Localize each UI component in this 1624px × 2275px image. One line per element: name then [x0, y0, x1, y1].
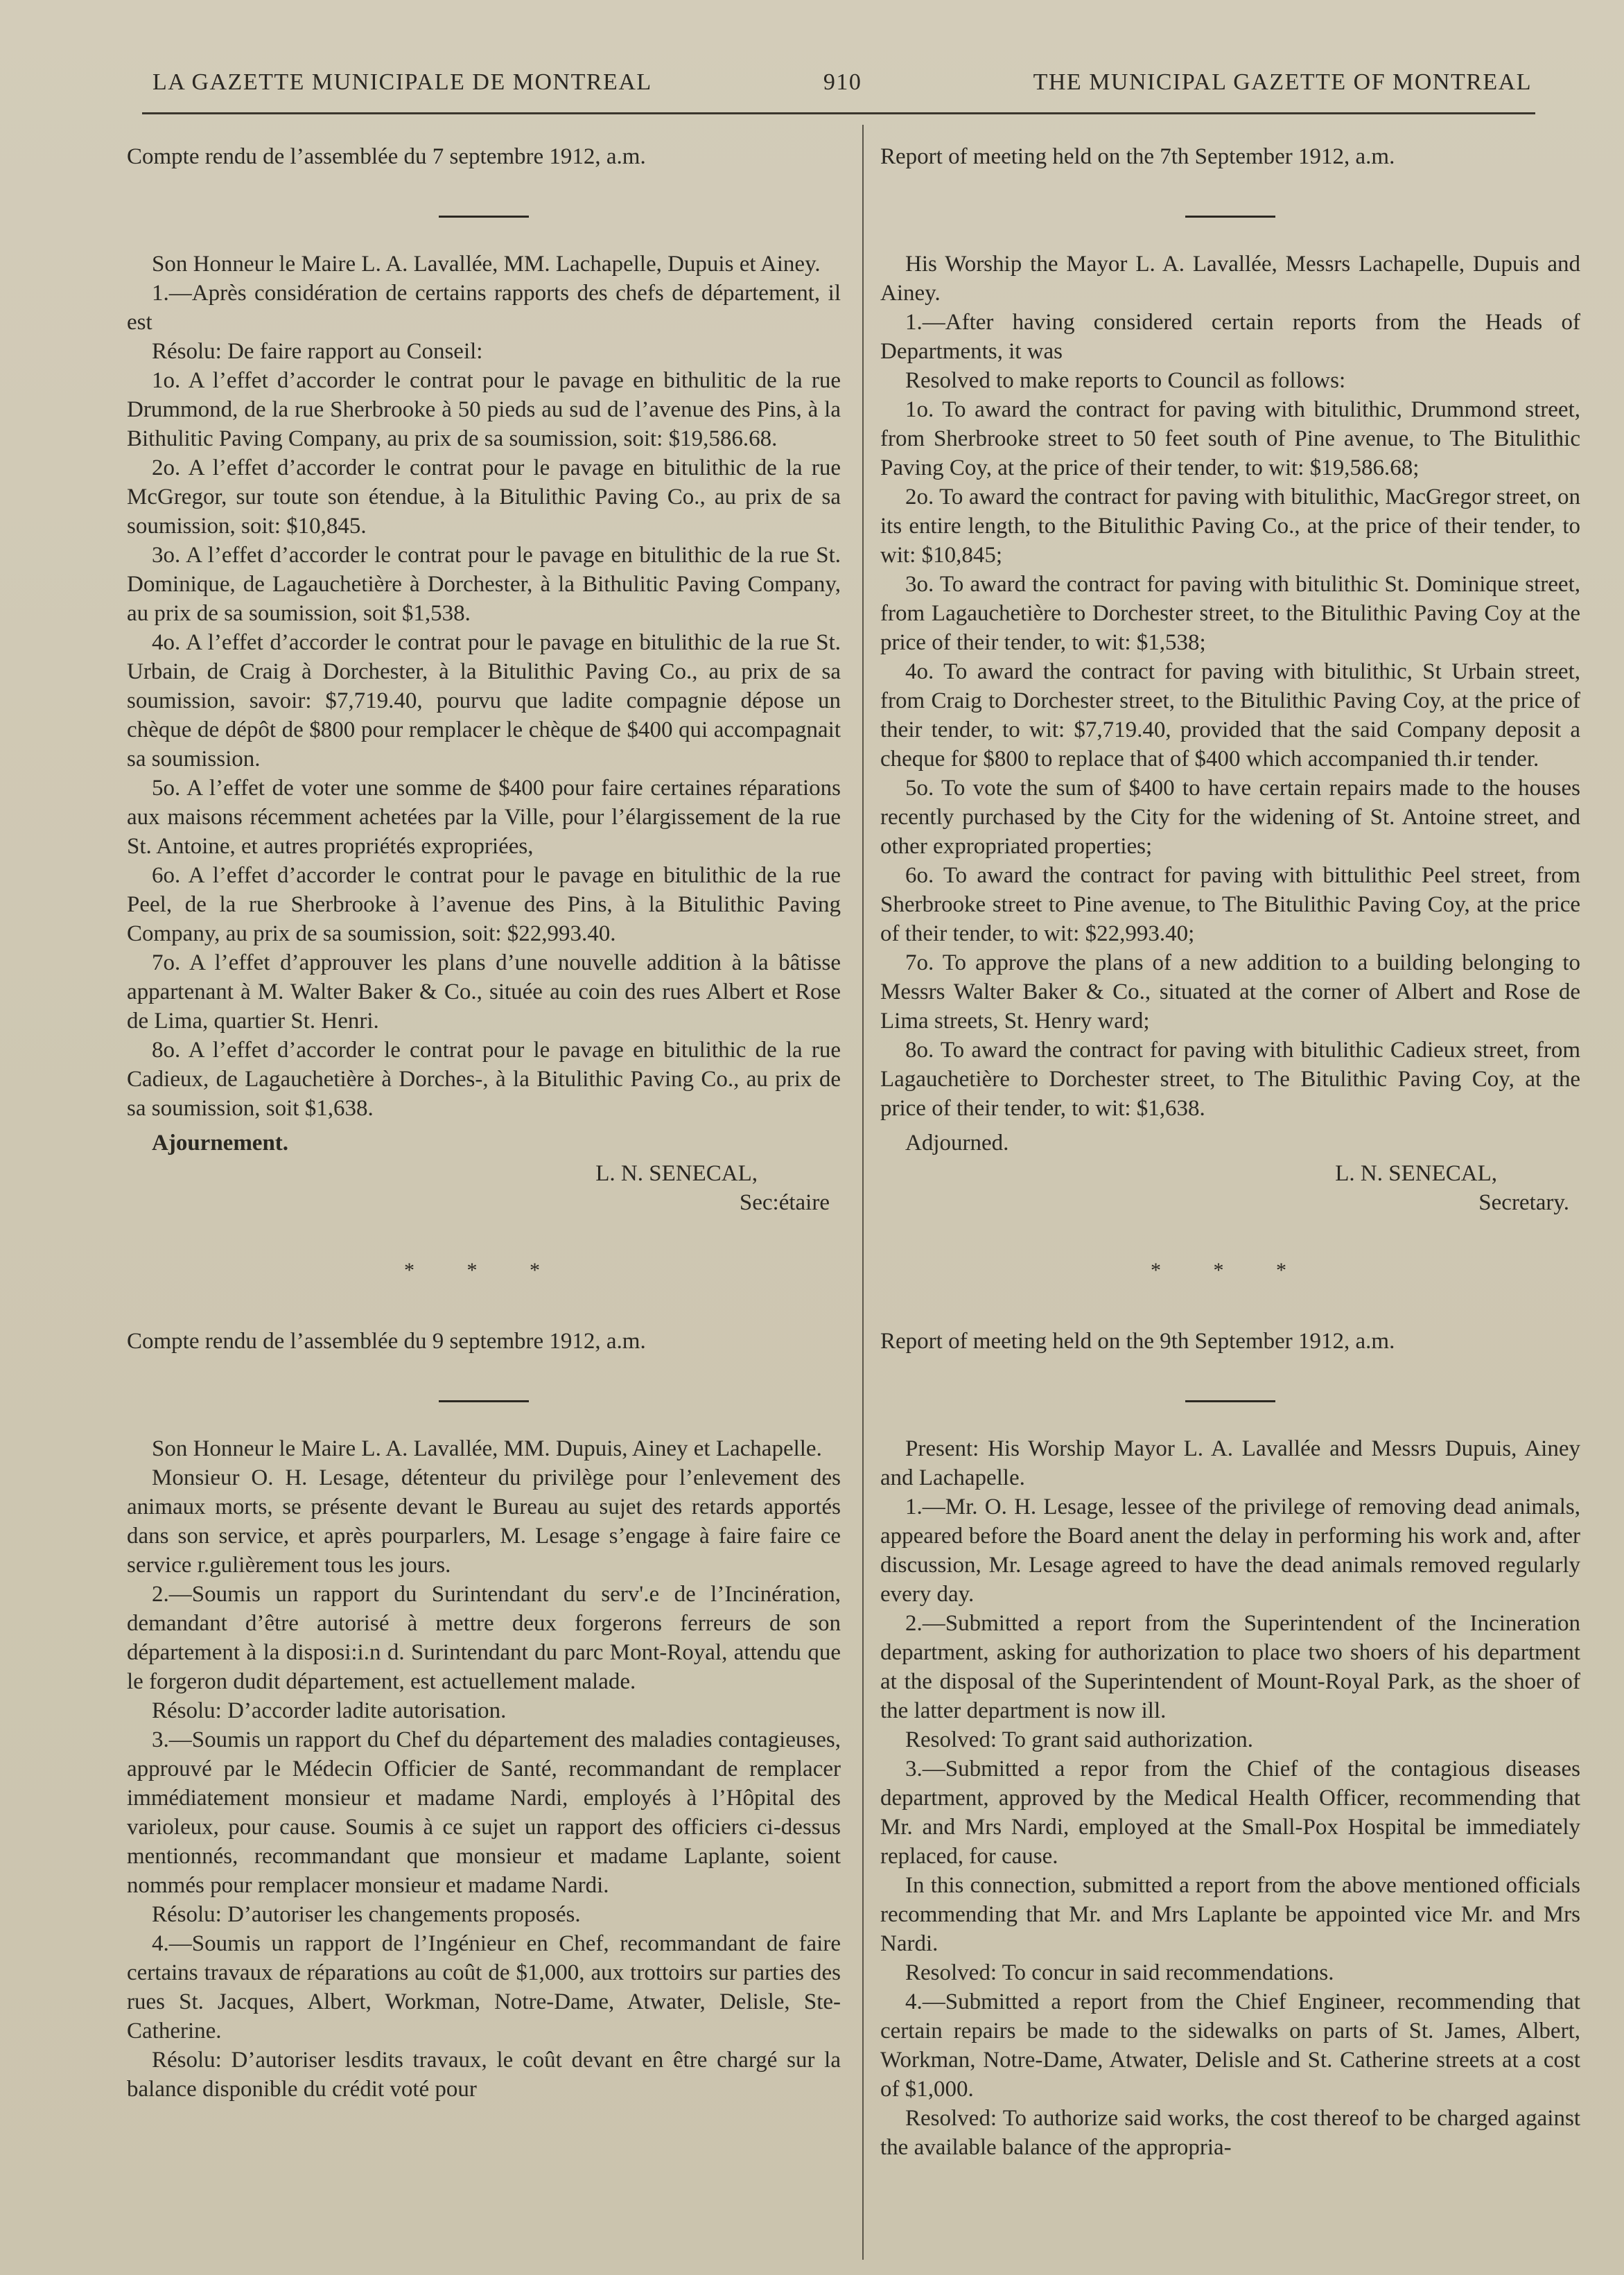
- resolution-2: 2o. A l’effet d’accorder le contrat pour le pavage en bitulithic de la rue McGregor, sur toute son étendue, à la Bitulithic Paving Co., au prix de sa soumission, soit: $10,845.: [127, 455, 841, 539]
- adjournment: Ajournement.: [152, 1131, 289, 1156]
- meeting-title-9-sept: Compte rendu de l’assemblée du 9 septembre 1912, a.m.: [127, 1329, 646, 1354]
- meeting-title-7-sept: Report of meeting held on the 7th September 1912, a.m.: [880, 144, 1395, 169]
- item-3-followup: In this connection, submitted a report from the above mentioned officials recommending that Mr. and Mrs Laplante be appointed vice Mr. and Mrs Nardi.: [880, 1873, 1580, 1956]
- item-2: 2.—Submitted a report from the Superintendent of the Incineration department, asking for authorization to place two shoers of his department at the disposal of the Superintendent of Mount-Royal Park, as the shoer of the latter department is now ill.: [880, 1611, 1580, 1723]
- english-column: [880, 142, 1580, 2162]
- resolution-5: 5o. To vote the sum of $400 to have certain repairs made to the houses recently purchased by the City for the widening of St. Antoine street, and other expropriated properties;: [880, 776, 1580, 859]
- item-2: 2.—Soumis un rapport du Surintendant du serv'.e de l’Incinération, demandant d’être autorisé à mettre deux forgerons ferreurs de son département à la disposi:i.n d. Surintendant du parc Mont-Royal, attendu que le forgeron dudit département, est actuellement malade.: [127, 1582, 841, 1694]
- header-rule: [142, 112, 1535, 114]
- page-number: 910: [823, 69, 862, 95]
- header-french-title: LA GAZETTE MUNICIPALE DE MONTREAL: [152, 69, 652, 95]
- item-4: 4.—Soumis un rapport de l’Ingénieur en Chef, recommandant de faire certains travaux de réparations au coût de $1,000, aux trottoirs sur parties des rues St. Jacques, Albert, Workman, Notre-Dame, Atwater, Delisle, Ste-Catherine.: [127, 1931, 841, 2043]
- resolution-7: 7o. To approve the plans of a new addition to a building belonging to Messrs Walter Baker & Co., situated at the corner of Albert and Rose de Lima streets, St. Henry ward;: [880, 950, 1580, 1034]
- item-1: 1.—After having considered certain reports from the Heads of Departments, it was: [880, 310, 1580, 364]
- item-3: 3.—Submitted a repor from the Chief of the contagious diseases department, approved by the Medical Health Officer, recommending that Mr. and Mrs Nardi, employed at the Small-Pox Hospital be immediately replaced, for cause.: [880, 1757, 1580, 1869]
- section-rule: [439, 216, 529, 218]
- resolution-8: 8o. A l’effet d’accorder le contrat pour le pavage en bitulithic de la rue Cadieux, de Lagauchetière à Dorches-, à la Bitulithic Paving Co., au prix de sa soumission, soit $1,638.: [127, 1038, 841, 1121]
- meeting-title-7-sept: Compte rendu de l’assemblée du 7 septembre 1912, a.m.: [127, 144, 646, 169]
- item-1: 1.—Mr. O. H. Lesage, lessee of the privilege of removing dead animals, appeared before the Board anent the delay in performing his work and, after discussion, Mr. Lesage agreed to have the dead animals removed regularly every day.: [880, 1494, 1580, 1607]
- resolution-5: 5o. A l’effet de voter une somme de $400 pour faire certaines réparations aux maisons récemment achetées par la Ville, pour l’élargissement de la rue St. Antoine, et autres propriétés expropriées,: [127, 776, 841, 859]
- resolution-3: 3o. To award the contract for paving with bitulithic St. Dominique street, from Lagauchetière to Dorchester street, to the Bitulithic Paving Coy at the price of their tender, to wit: $1,538;: [880, 572, 1580, 655]
- french-column: [127, 142, 841, 2104]
- meeting-title-9-sept: Report of meeting held on the 9th September 1912, a.m.: [880, 1329, 1395, 1354]
- resolution-6: 6o. A l’effet d’accorder le contrat pour le pavage en bitulithic de la rue Peel, de la rue Sherbrooke à l’avenue des Pins, à la Bitulithic Paving Company, au prix de sa soumission, soit: $22,993.40.: [127, 863, 841, 946]
- resolution-7: 7o. A l’effet d’approuver les plans d’une nouvelle addition à la bâtisse appartenant à M. Walter Baker & Co., située au coin des rues Albert et Rose de Lima, quartier St. Henri.: [127, 950, 841, 1034]
- resolution-3: 3o. A l’effet d’accorder le contrat pour le pavage en bitulithic de la rue St. Dominique, de Lagauchetière à Dorchester, à la Bithulitic Paving Company, au prix de sa soumission, soit $1,538.: [127, 543, 841, 626]
- resolution-4: 4o. To award the contract for paving with bitulithic, St Urbain street, from Craig to Dorchester street, to the Bitulithic Paving Coy, at the price of their tender, to wit: $7,719.40, provided that the said Company deposit a cheque for $800 to replace that of $400 which accompanied th.ir tender.: [880, 659, 1580, 772]
- resolution-2: 2o. To award the contract for paving with bitulithic, MacGregor street, on its entire length, to the Bitulithic Paving Co., at the price of their tender, to wit: $10,845;: [880, 485, 1580, 568]
- header-english-title: THE MUNICIPAL GAZETTE OF MONTREAL: [1033, 69, 1532, 95]
- resolved-heading: Résolu: De faire rapport au Conseil:: [152, 339, 483, 364]
- resolution-8: 8o. To award the contract for paving with bitulithic Cadieux street, from Lagauchetière to Dorchester street, to The Bitulithic Paving Coy, at the price of their tender, to wit: $1,638.: [880, 1038, 1580, 1121]
- resolution-1: 1o. A l’effet d’accorder le contrat pour le pavage en bithulitic de la rue Drummond, de la rue Sherbrooke à 50 pieds au sud de l’avenue des Pins, à la Bithulitic Paving Company, au prix de sa soumission, soit: $19,586.68.: [127, 368, 841, 451]
- signature-title: Sec:étaire: [739, 1190, 830, 1215]
- item-1: 1.—Après considération de certains rapports des chefs de département, il est: [127, 281, 841, 335]
- section-separator: * * *: [1151, 1259, 1310, 1282]
- column-divider: [862, 125, 864, 2260]
- present-members: Present: His Worship Mayor L. A. Lavallée and Messrs Dupuis, Ainey and Lachapelle.: [880, 1436, 1580, 1490]
- running-header: [152, 69, 1532, 96]
- section-separator: * * *: [404, 1259, 564, 1282]
- resolution-3: Resolved: To concur in said recommendations.: [905, 1960, 1334, 1985]
- resolution-4: Resolved: To authorize said works, the cost thereof to be charged against the available balance of the appropria-: [880, 2106, 1580, 2160]
- resolved-heading: Resolved to make reports to Council as follows:: [905, 368, 1346, 393]
- present-members: Son Honneur le Maire L. A. Lavallée, MM. Lachapelle, Dupuis et Ainey.: [152, 252, 821, 277]
- item-3: 3.—Soumis un rapport du Chef du département des maladies contagieuses, approuvé par le Médecin Officier de Santé, recommandant de remplacer immédiatement monsieur et madame Nardi, employés à l’Hôpital des varioleux, pour cause. Soumis à ce sujet un rapport des officiers ci-dessus mentionnés, recommandant que monsieur et madame Laplante, soient nommés pour remplacer monsieur et madame Nardi.: [127, 1727, 841, 1898]
- item-4: 4.—Submitted a report from the Chief Engineer, recommending that certain repairs be made to the sidewalks on parts of St. James, Albert, Workman, Notre-Dame, Atwater, Delisle and St. Catherine streets at a cost of $1,000.: [880, 1989, 1580, 2102]
- section-rule: [1185, 216, 1275, 218]
- section-rule: [1185, 1400, 1275, 1402]
- resolution-2: Resolved: To grant said authorization.: [905, 1727, 1254, 1752]
- present-members: His Worship the Mayor L. A. Lavallée, Messrs Lachapelle, Dupuis and Ainey.: [880, 252, 1580, 306]
- section-rule: [439, 1400, 529, 1402]
- adjournment: Adjourned.: [905, 1131, 1009, 1156]
- resolution-2: Résolu: D’accorder ladite autorisation.: [152, 1698, 507, 1723]
- resolution-1: 1o. To award the contract for paving with bitulithic, Drummond street, from Sherbrooke street to 50 feet south of Pine avenue, to The Bitulithic Paving Coy, at the price of their tender, to wit: $19,586.68;: [880, 397, 1580, 480]
- signature-title: Secretary.: [1478, 1190, 1569, 1215]
- resolution-6: 6o. To award the contract for paving with bittulithic Peel street, from Sherbrooke street to Pine avenue, to The Bitulithic Paving Coy, at the price of their tender, to wit: $22,993.40;: [880, 863, 1580, 946]
- resolution-4: 4o. A l’effet d’accorder le contrat pour le pavage en bitulithic de la rue St. Urbain, de Craig à Dorchester, à la Bitulithic Paving Co., au prix de sa soumission, savoir: $7,719.40, pourvu que ladite compagnie dépose un chèque de dépôt de $800 pour remplacer le chèque de $400 qui accompagnait sa soumission.: [127, 630, 841, 772]
- present-members: Son Honneur le Maire L. A. Lavallée, MM. Dupuis, Ainey et Lachapelle.: [152, 1436, 822, 1461]
- signature-name: L. N. SENECAL,: [1335, 1161, 1497, 1186]
- item-1: Monsieur O. H. Lesage, détenteur du privilège pour l’enlevement des animaux morts, se présente devant le Bureau au sujet des retards apportés dans son service, et après pourparlers, M. Lesage s’engage à faire faire ce service r.gulièrement tous les jours.: [127, 1465, 841, 1578]
- resolution-4: Résolu: D’autoriser lesdits travaux, le coût devant en être chargé sur la balance disponible du crédit voté pour: [127, 2048, 841, 2102]
- resolution-3: Résolu: D’autoriser les changements proposés.: [152, 1902, 581, 1927]
- signature-name: L. N. SENECAL,: [595, 1161, 758, 1186]
